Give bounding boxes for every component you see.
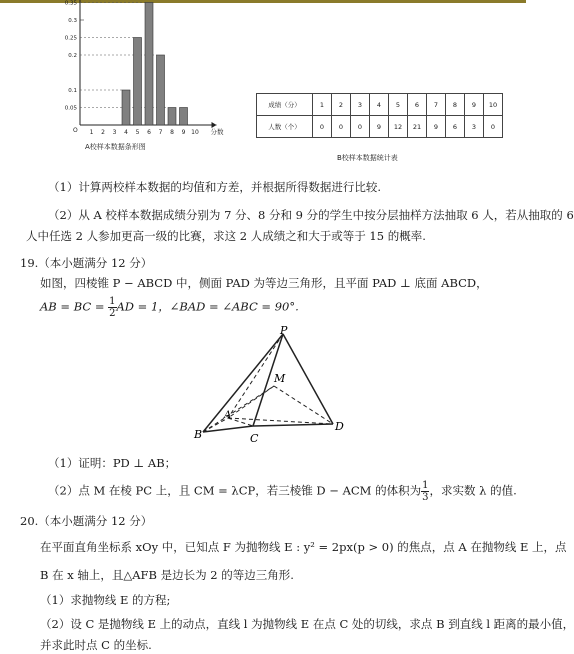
edge-MD [274, 386, 333, 424]
label-B: B [194, 428, 203, 441]
b-school-table [256, 93, 503, 138]
table-cell-count: 0 [313, 116, 332, 138]
q20-line2: B 在 x 轴上，且△AFB 是边长为 2 的等边三角形. [40, 568, 294, 582]
chart-bar [145, 3, 153, 126]
x-tick-label: 9 [181, 129, 186, 136]
y-tick-label: 0.1 [68, 88, 77, 94]
x-axis-label: 分数 [210, 128, 224, 136]
table-header-count: 人数（个） [257, 116, 313, 138]
chart-bar [157, 55, 165, 125]
chart-bar [180, 108, 188, 126]
q18-part1: （1）计算两校样本数据的均值和方差，并根据所得数据进行比较. [48, 180, 381, 194]
chart-caption: A校样本数据条形图 [85, 143, 146, 151]
origin-label: O [73, 127, 78, 134]
table-caption: B校样本数据统计表 [337, 154, 398, 162]
table-cell-score: 8 [446, 94, 465, 116]
table-row-scores [257, 94, 503, 116]
pyramid-figure [188, 326, 368, 446]
q19-line1: 如图，四棱锥 P − ABCD 中，侧面 PAD 为等边三角形，且平面 PAD ⊥ 底面 ABCD， [40, 276, 488, 290]
x-tick-label: 1 [89, 129, 94, 136]
chart-bars [122, 3, 188, 126]
edge-PB [203, 334, 283, 432]
table-cell-count: 3 [465, 116, 484, 138]
label-A: A [224, 410, 232, 421]
q19-part2-a: （2）点 M 在棱 PC 上，且 CM = λCP，若三棱锥 D − ACM 的体积为 [48, 483, 422, 498]
table-cell-score: 2 [332, 94, 351, 116]
q20-part2-line2: 并求此时点 C 的坐标. [40, 638, 152, 652]
y-tick-label: 0.3 [68, 18, 77, 24]
q19-frac-den: 2 [109, 308, 116, 319]
table-cell-score: 5 [389, 94, 408, 116]
table-header-score: 成绩（分） [257, 94, 313, 116]
x-tick-label: 8 [170, 129, 174, 136]
q19-part2-b: ，求实数 λ 的值. [429, 483, 517, 498]
y-tick-label: 0.05 [64, 105, 77, 112]
label-C: C [250, 432, 259, 445]
q19-part2-num: 1 [422, 480, 429, 491]
chart-labels [65, 0, 224, 151]
x-tick-label: 6 [147, 129, 151, 136]
label-M: M [274, 372, 286, 385]
table-cell-score: 7 [427, 94, 446, 116]
table-cell-score: 4 [370, 94, 389, 116]
label-D: D [335, 420, 344, 433]
edge-PD [283, 334, 333, 424]
top-border [0, 0, 526, 3]
table-cell-count: 9 [427, 116, 446, 138]
q19-line2-b: AD = 1，∠BAD = ∠ABC = 90°. [116, 299, 299, 314]
q20-part2-line1: （2）设 C 是抛物线 E 上的动点，直线 l 为抛物线 E 在点 C 处的切线，求点 B 到直线 l 距离的最小值， [40, 617, 574, 631]
q19-header: 19.（本小题满分 12 分） [20, 256, 153, 270]
table-row-counts [257, 116, 503, 138]
chart-bar [168, 108, 176, 126]
table-cell-count: 0 [484, 116, 503, 138]
edge-CD [253, 424, 333, 426]
chart-bar [122, 90, 130, 125]
q19-frac-num: 1 [109, 296, 116, 307]
q18-part2-line1: （2）从 A 校样本数据成绩分别为 7 分、8 分和 9 分的学生中按分层抽样方法抽取 6 人，若从抽取的 6 [48, 208, 574, 222]
q19-part2-den: 3 [422, 492, 429, 503]
x-tick-label: 10 [191, 129, 199, 136]
y-tick-label: 0.35 [64, 0, 77, 7]
bar-chart [40, 0, 280, 182]
q19-part2 [48, 480, 517, 503]
table-cell-count: 12 [389, 116, 408, 138]
table-cell-score: 10 [484, 94, 503, 116]
q19-part1: （1）证明：PD ⊥ AB； [48, 456, 177, 470]
table-cell-count: 0 [351, 116, 370, 138]
q19-fraction [108, 296, 116, 319]
x-tick-label: 7 [158, 129, 163, 136]
table-cell-count: 0 [332, 116, 351, 138]
table-cell-score: 9 [465, 94, 484, 116]
q20-part1: （1）求抛物线 E 的方程; [40, 593, 171, 607]
q19-line2 [40, 296, 299, 319]
edge-MA [228, 386, 274, 418]
q20-header: 20.（本小题满分 12 分） [20, 514, 153, 528]
table-cell-score: 1 [313, 94, 332, 116]
table-cell-score: 3 [351, 94, 370, 116]
y-tick-label: 0.2 [68, 53, 77, 59]
q20-line1: 在平面直角坐标系 xOy 中，已知点 F 为抛物线 E : y² = 2px(p > 0) 的焦点，点 A 在抛物线 E 上，点 [40, 540, 567, 554]
y-tick-label: 0.25 [64, 35, 77, 42]
x-tick-label: 4 [124, 129, 128, 136]
q18-part2-line2: 人中任选 2 人参加更高一级的比赛，求这 2 人成绩之和大于或等于 15 的概率. [26, 229, 426, 243]
x-tick-label: 5 [135, 129, 140, 136]
table-cell-count: 21 [408, 116, 427, 138]
table-cell-count: 9 [370, 116, 389, 138]
q19-line2-a: AB = BC = [40, 299, 109, 314]
label-P: P [280, 324, 288, 337]
x-tick-label: 3 [112, 129, 117, 136]
table-cell-count: 6 [446, 116, 465, 138]
table-cell-score: 6 [408, 94, 427, 116]
chart-bar [134, 38, 142, 126]
x-tick-label: 2 [101, 129, 105, 136]
